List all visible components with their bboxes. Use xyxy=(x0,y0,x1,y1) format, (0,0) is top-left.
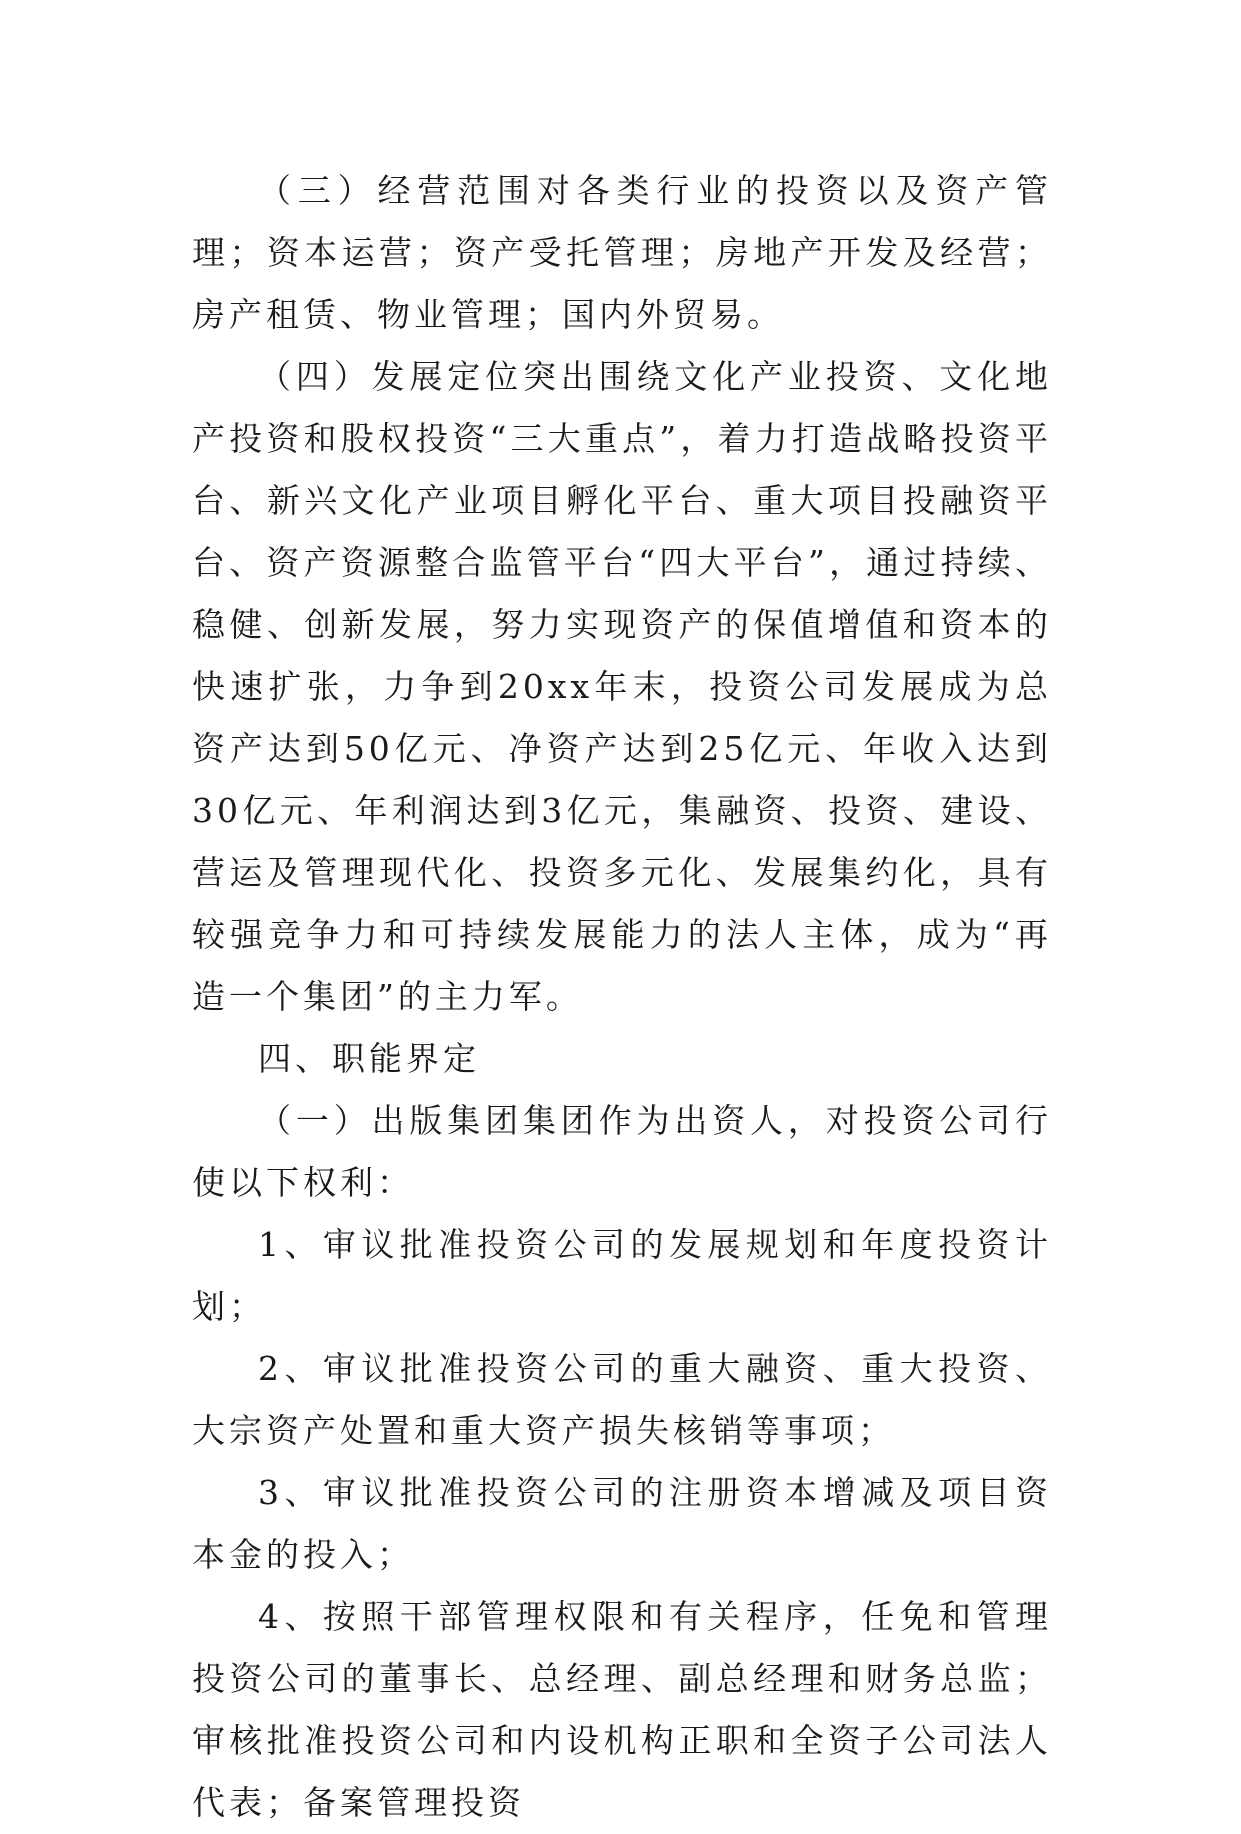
list-item-right-3: 3、审议批准投资公司的注册资本增减及项目资本金的投入； xyxy=(192,1473,1052,1574)
paragraph-investor-rights: （一）出版集团集团作为出资人，对投资公司行使以下权利： xyxy=(192,1101,1052,1202)
paragraph-business-scope: （三）经营范围对各类行业的投资以及资产管理；资本运营；资产受托管理；房地产开发及经营；房产租赁、物业管理；国内外贸易。 xyxy=(192,171,1052,334)
section-heading-functions: 四、职能界定 xyxy=(258,1039,480,1078)
document-body xyxy=(192,160,1052,1834)
list-item-right-4: 4、按照干部管理权限和有关程序，任免和管理投资公司的董事长、总经理、副总经理和财务总监；审核批准投资公司和内设机构正职和全资子公司法人代表；备案管理投资 xyxy=(192,1597,1052,1822)
list-item-right-2: 2、审议批准投资公司的重大融资、重大投资、大宗资产处置和重大资产损失核销等事项； xyxy=(192,1349,1052,1450)
paragraph-development-positioning: （四）发展定位突出围绕文化产业投资、文化地产投资和股权投资“三大重点”，着力打造战略投资平台、新兴文化产业项目孵化平台、重大项目投融资平台、资产资源整合监管平台“四大平台”，通过持续、稳健、创新发展，努力实现资产的保值增值和资本的快速扩张，力争到20xx年末，投资公司发展成为总资产达到50亿元、净资产达到25亿元、年收入达到30亿元、年利润达到3亿元，集融资、投资、建设、营运及管理现代化、投资多元化、发展集约化，具有较强竞争力和可持续发展能力的法人主体，成为“再造一个集团”的主力军。 xyxy=(192,357,1052,1016)
list-item-right-1: 1、审议批准投资公司的发展规划和年度投资计划； xyxy=(192,1225,1052,1326)
